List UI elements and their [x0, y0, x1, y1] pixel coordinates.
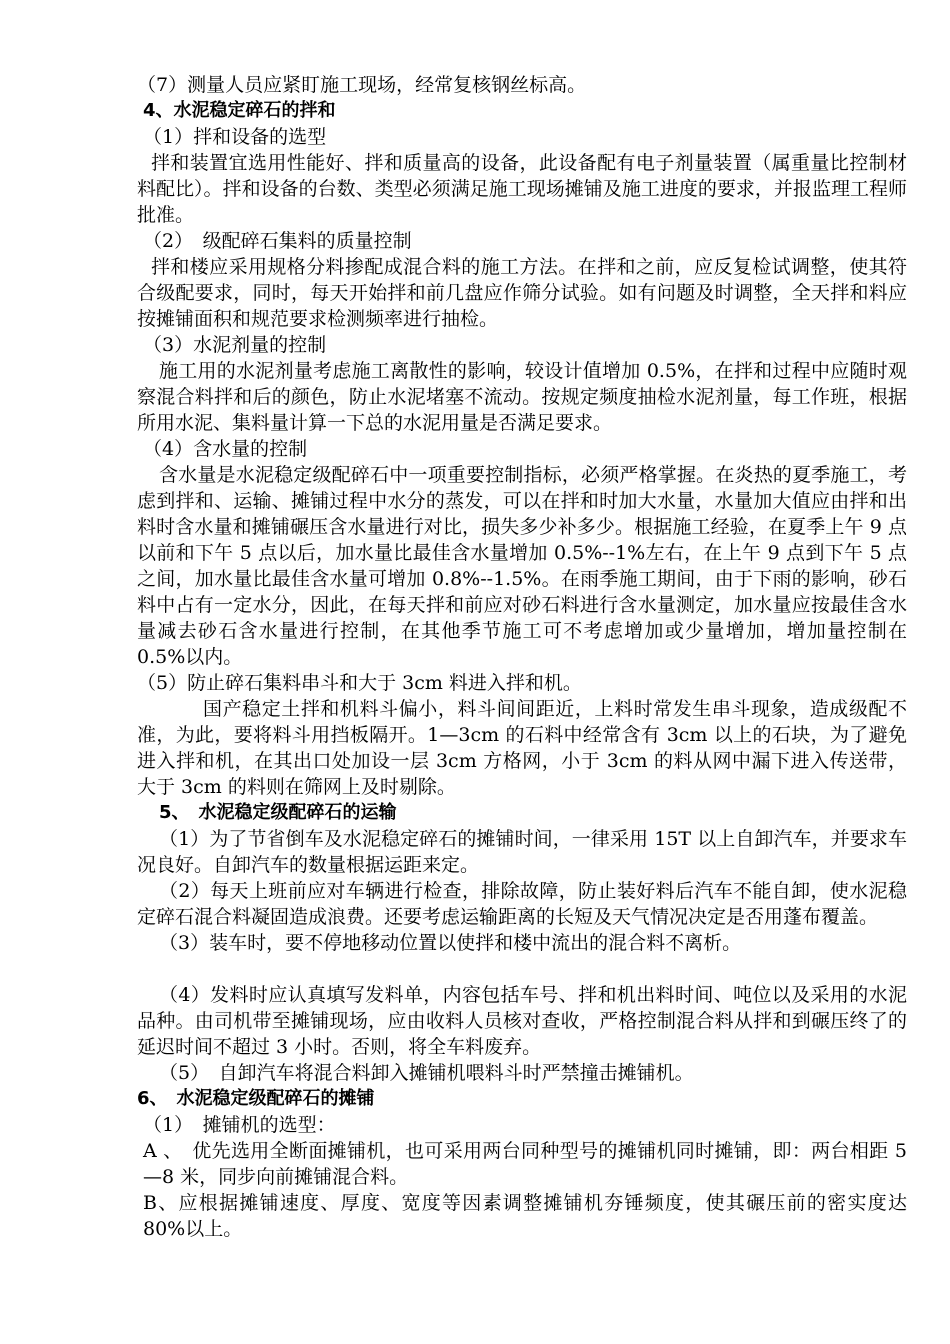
- paragraph-cement-dosage: 施工用的水泥剂量考虑施工离散性的影响，较设计值增加 0.5%，在拌和过程中应随时观察混合料拌和后的颜色，防止水泥堵塞不流动。按规定频度抽检水泥剂量，每工作班，根据所用水泥、集料量计算一下总的水泥用量是否满足要求。: [137, 360, 907, 434]
- paragraph-transport-3: （3）装车时，要不停地移动位置以使拌和楼中流出的混合料不离析。: [159, 932, 742, 954]
- paragraph-transport-4: （4）发料时应认真填写发料单，内容包括车号、拌和机出料时间、吨位以及采用的水泥品种。由司机带至摊铺现场，应由收料人员核对查收，严格控制混合料从拌和到碾压终了的延迟时间不超过 3 小时。否则，将全车料废弃。: [137, 984, 907, 1058]
- subheading-water-content: （4）含水量的控制: [143, 438, 308, 460]
- paragraph-transport-5: （5） 自卸汽车将混合料卸入摊铺机喂料斗时严禁撞击摊铺机。: [159, 1062, 694, 1084]
- section-heading-4: 4、水泥稳定碎石的拌和: [143, 100, 336, 121]
- document-page: [137, 72, 907, 1242]
- section-heading-5: 5、 水泥稳定级配碎石的运输: [159, 802, 397, 823]
- subheading-hopper-mixing: （5）防止碎石集料串斗和大于 3cm 料进入拌和机。: [137, 672, 582, 694]
- paragraph-paver-a: A 、 优先选用全断面摊铺机，也可采用两台同种型号的摊铺机同时摊铺，即：两台相距 5—8 米，同步向前摊铺混合料。: [143, 1140, 907, 1188]
- paragraph-water-content: 含水量是水泥稳定级配碎石中一项重要控制指标，必须严格掌握。在炎热的夏季施工，考虑到拌和、运输、摊铺过程中水分的蒸发，可以在拌和时加大水量，水量加大值应由拌和出料时含水量和摊铺碾压含水量进行对比，损失多少补多少。根据施工经验，在夏季上午 9 点以前和下午 5 点以后，加水量比最佳含水量增加 0.5%--1%左右，在上午 9 点到下午 5 点之间，加水量比最佳含水量可增加 0.8%--1.5%。在雨季施工期间，由于下雨的影响，砂石料中占有一定水分，因此，在每天拌和前应对砂石料进行含水量测定，加水量应按最佳含水量减去砂石含水量进行控制，在其他季节施工可不考虑增加或少量增加，增加量控制在 0.5%以内。: [137, 464, 907, 668]
- blank-line: [137, 956, 907, 982]
- paragraph-hopper-mixing: 国产稳定土拌和机料斗偏小，料斗间间距近，上料时常发生串斗现象，造成级配不准，为此，要将料斗用挡板隔开。1—3cm 的石料中经常含有 3cm 以上的石块，为了避免进入拌和机，在其出口处加设一层 3cm 方格网，小于 3cm 的料从网中漏下进入传送带，大于 3cm 的料则在筛网上及时剔除。: [137, 698, 907, 798]
- subheading-cement-dosage: （3）水泥剂量的控制: [143, 334, 327, 356]
- item-7-survey: （7）测量人员应紧盯施工现场，经常复核钢丝标高。: [137, 74, 587, 96]
- subheading-aggregate-quality: （2） 级配碎石集料的质量控制: [143, 230, 412, 252]
- subheading-mixing-equipment: （1）拌和设备的选型: [143, 126, 327, 148]
- paragraph-transport-2: （2）每天上班前应对车辆进行检查，排除故障，防止装好料后汽车不能自卸，使水泥稳定碎石混合料凝固造成浪费。还要考虑运输距离的长短及天气情况决定是否用蓬布覆盖。: [137, 880, 907, 928]
- section-heading-6: 6、 水泥稳定级配碎石的摊铺: [137, 1088, 375, 1109]
- paragraph-transport-1: （1）为了节省倒车及水泥稳定碎石的摊铺时间，一律采用 15T 以上自卸汽车，并要求车况良好。自卸汽车的数量根据运距来定。: [137, 828, 907, 876]
- paragraph-mixing-equipment: 拌和装置宜选用性能好、拌和质量高的设备，此设备配有电子剂量装置（属重量比控制材料配比）。拌和设备的台数、类型必须满足施工现场摊铺及施工进度的要求，并报监理工程师批准。: [137, 152, 907, 226]
- paragraph-aggregate-quality: 拌和楼应采用规格分料掺配成混合料的施工方法。在拌和之前，应反复检试调整，使其符合级配要求，同时，每天开始拌和前几盘应作筛分试验。如有问题及时调整，全天拌和料应按摊铺面积和规范要求检测频率进行抽检。: [137, 256, 907, 330]
- paragraph-paver-b: B、应根据摊铺速度、厚度、宽度等因素调整摊铺机夯锤频度，使其碾压前的密实度达 80%以上。: [143, 1192, 907, 1240]
- subheading-paver-selection: （1） 摊铺机的选型：: [143, 1114, 336, 1136]
